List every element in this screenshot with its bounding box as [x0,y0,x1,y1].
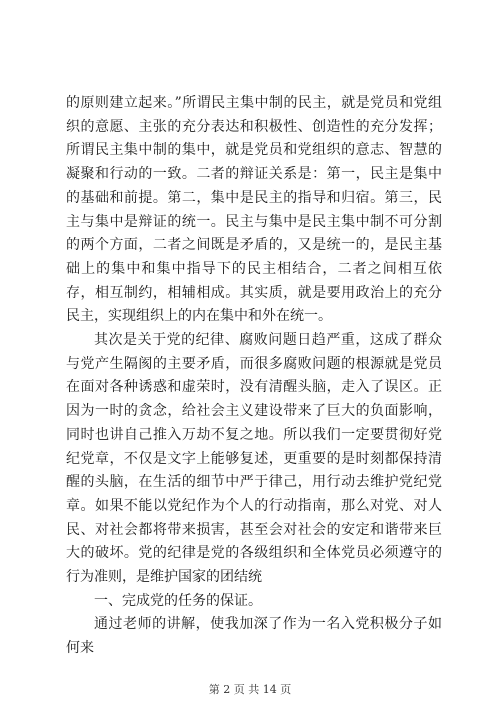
paragraph-democratic-centralism: 的原则建立起来。”所谓民主集中制的民主，就是党员和党组织的意愿、主张的充分表达和积极性、创造性的充分发挥；所谓民主集中制的集中，就是党员和党组织的意志、智慧的凝聚和行动的一致。二者的辩证关系是：第一，民主是集中的基础和前提。第二，集中是民主的指导和归宿。第三，民主与集中是辩证的统一。民主与集中是民主集中制不可分割的两个方面，二者之间既是矛盾的，又是统一的，是民主基础上的集中和集中指导下的民主相结合，二者之间相互依存，相互制约，相辅相成。其实质，就是要用政治上的充分民主，实现组织上的内在集中和外在统一。 [66,95,442,325]
body-text [66,92,442,661]
page-number-footer: 第 2 页 共 14 页 [208,683,292,696]
paragraph-party-discipline: 其次是关于党的纪律、腐败问题日趋严重，这成了群众与党产生隔阂的主要矛盾，而很多腐败问题的根源就是党员在面对各种诱惑和虚荣时，没有清醒头脑，走入了误区。正因为一时的贪念，给社会主义建设带来了巨大的负面影响，同时也讲自己推入万劫不复之地。所以我们一定要贯彻好党纪党章，不仅是文字上能够复述，更重要的是时刻都保持清醒的头脑，在生活的细节中严于律己，用行动去维护党纪党章。如果不能以党纪作为个人的行动指南，那么对党、对人民、对社会都将带来损害，甚至会对社会的安定和谐带来巨大的破坏。党的纪律是党的各级组织和全体党员必须遵守的行为准则，是维护国家的团结统 [66,332,442,586]
paragraph-task-guarantee: 一、完成党的任务的保证。 [94,592,262,609]
paragraph-teacher-lecture: 通过老师的讲解，使我加深了作为一名入党积极分子如何来 [66,616,442,657]
